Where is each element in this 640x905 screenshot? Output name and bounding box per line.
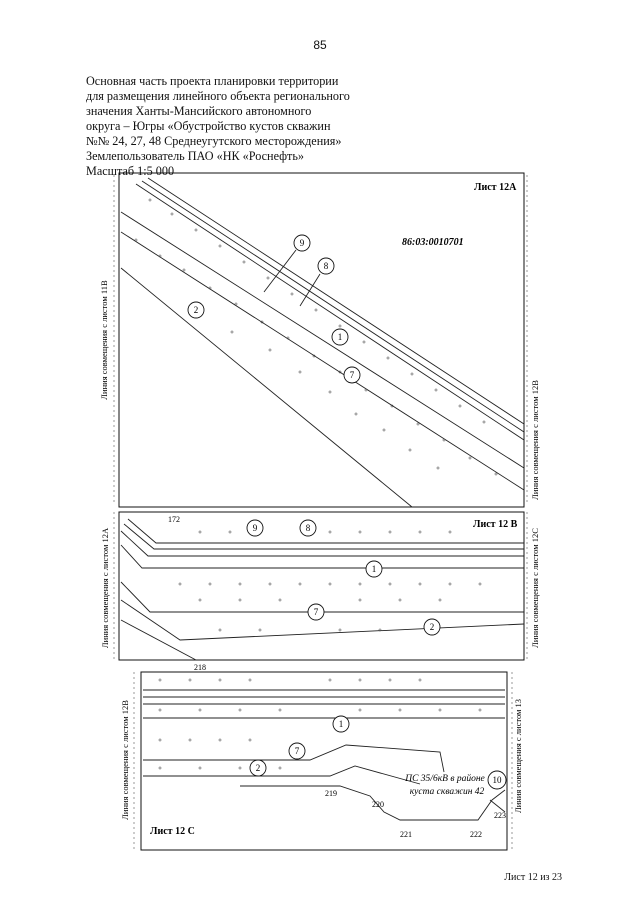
corridor-line	[121, 545, 524, 568]
svg-text:7: 7	[349, 370, 355, 380]
point-label: 219	[325, 789, 337, 798]
callout-1	[366, 561, 382, 577]
survey-points	[179, 531, 481, 631]
header-line: Основная часть проекта планировки территории	[86, 74, 339, 88]
sheet-12a-frame	[119, 173, 524, 507]
point-label: 222	[470, 830, 482, 839]
point-label: 220	[372, 800, 384, 809]
svg-text:8: 8	[323, 261, 329, 271]
svg-text:1: 1	[338, 719, 344, 729]
sheet-12b	[100, 512, 540, 672]
point-label: 223	[494, 811, 506, 820]
svg-text:7: 7	[313, 607, 319, 617]
sheet-12c	[120, 672, 523, 850]
svg-text:2: 2	[429, 622, 435, 632]
callout-7	[344, 367, 360, 383]
callout-2	[188, 302, 204, 318]
sheet-12a	[99, 173, 540, 507]
match-line-label-left: Линия совмещения с листом 11В	[99, 280, 109, 400]
callout-10	[488, 771, 506, 789]
callout-1	[333, 716, 349, 732]
header-line: Землепользователь ПАО «НК «Роснефть»	[86, 149, 305, 163]
corridor-line	[143, 766, 420, 784]
scale-line: Масштаб 1:5 000	[86, 164, 175, 178]
svg-text:9: 9	[299, 238, 305, 248]
svg-text:1: 1	[337, 332, 343, 342]
callout-7	[289, 743, 305, 759]
match-line-label-left: Линия совмещения с листом 12А	[100, 527, 110, 649]
sheet-12b-title: Лист 12 В	[473, 519, 518, 530]
point-label: 172	[168, 515, 180, 524]
corridor-line	[121, 268, 412, 507]
callout-2	[250, 760, 266, 776]
sheet-footer: Лист 12 из 23	[504, 872, 562, 883]
cadastral-number: 86:03:0010701	[402, 237, 464, 248]
svg-text:1: 1	[371, 564, 377, 574]
page-number: 85	[313, 38, 327, 52]
match-line-label-right: Линия совмещения с листом 13	[513, 698, 523, 814]
match-line-label-right: Линия совмещения с листом 12С	[530, 528, 540, 648]
corridor-line	[121, 600, 524, 640]
substation-label: ПС 35/6кВ в районе	[405, 774, 485, 784]
callout-8	[300, 520, 316, 536]
point-label: 218	[194, 663, 206, 672]
svg-text:8: 8	[305, 523, 311, 533]
match-line-label-right: Линия совмещения с листом 12В	[530, 380, 540, 500]
corridor-line	[128, 519, 524, 543]
callout-7	[308, 604, 324, 620]
svg-text:2: 2	[193, 305, 199, 315]
callout-9	[247, 520, 263, 536]
svg-text:2: 2	[255, 763, 261, 773]
svg-text:9: 9	[252, 523, 258, 533]
corridor-line	[148, 178, 524, 424]
sheet-12c-frame	[141, 672, 507, 850]
point-label: 221	[400, 830, 412, 839]
sheet-12a-title: Лист 12А	[474, 182, 517, 193]
corridor-line	[121, 212, 524, 468]
match-line-label-left: Линия совмещения с листом 12В	[120, 700, 130, 820]
callout-1	[332, 329, 348, 345]
sheet-12c-title: Лист 12 С	[150, 826, 195, 837]
callout-2	[424, 619, 440, 635]
corridor-line	[121, 531, 524, 556]
header-line: №№ 24, 27, 48 Среднеугутского месторождения»	[86, 134, 342, 148]
corridor-line	[124, 524, 524, 549]
svg-text:7: 7	[294, 746, 300, 756]
svg-text:10: 10	[492, 775, 502, 785]
header-line: округа – Югры «Обустройство кустов скважин	[86, 119, 331, 133]
header-line: для размещения линейного объекта регионального	[86, 89, 350, 103]
header-line: значения Ханты-Мансийского автономного	[86, 104, 312, 118]
substation-label: куста скважин 42	[409, 787, 485, 797]
callout-8	[300, 258, 334, 306]
sheet-12b-frame	[119, 512, 524, 660]
